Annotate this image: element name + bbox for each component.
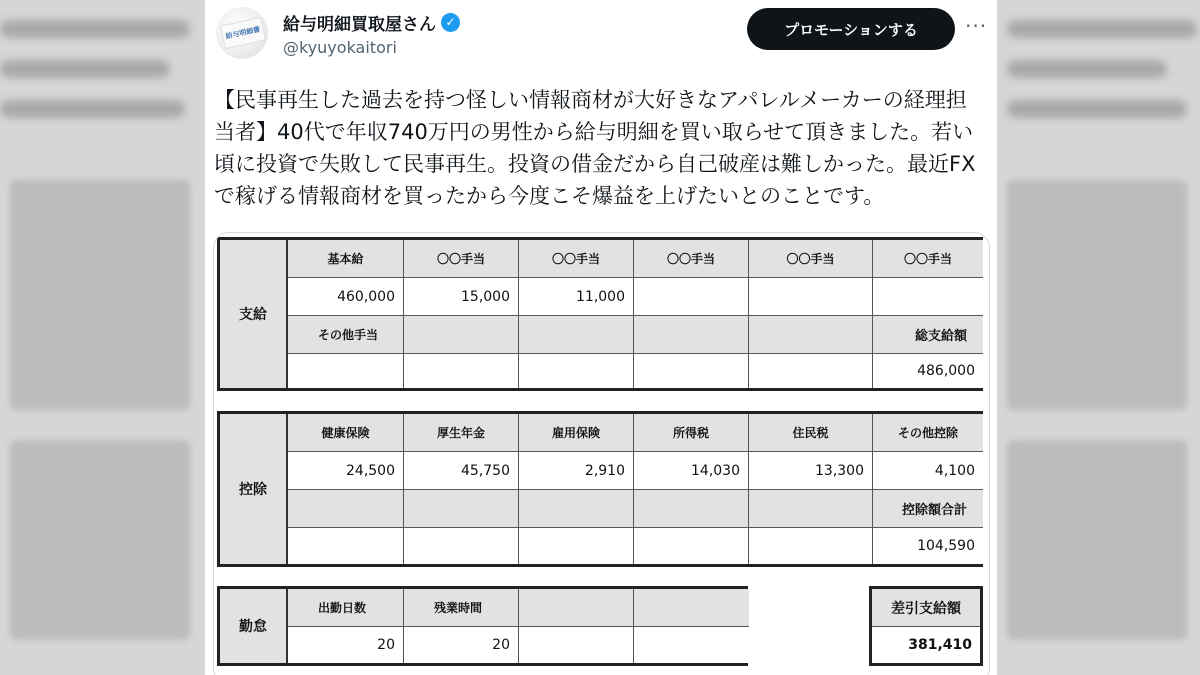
pay-header: 〇〇手当 — [404, 240, 519, 278]
net-pay-value: 381,410 — [872, 627, 980, 663]
gross-pay-label: 総支給額 — [873, 316, 983, 354]
empty-cell — [749, 316, 873, 354]
empty-cell — [288, 490, 404, 528]
empty-cell — [404, 354, 519, 388]
pay-value — [873, 278, 983, 316]
deduction-value: 2,910 — [519, 452, 634, 490]
empty-cell — [749, 354, 873, 388]
empty-cell — [634, 316, 749, 354]
deduction-section — [217, 411, 983, 567]
empty-cell — [288, 354, 404, 388]
pay-header: 基本給 — [288, 240, 404, 278]
avatar-image-text: 給与明細書 — [220, 17, 266, 49]
deduction-total-label: 控除額合計 — [873, 490, 983, 528]
deduction-value: 4,100 — [873, 452, 983, 490]
empty-cell — [634, 589, 749, 627]
deduction-value: 13,300 — [749, 452, 873, 490]
deduction-section-label: 控除 — [220, 414, 288, 564]
net-pay-label: 差引支給額 — [872, 589, 980, 627]
pay-header: 〇〇手当 — [634, 240, 749, 278]
pay-section-label: 支給 — [220, 240, 288, 388]
empty-cell — [404, 528, 519, 564]
deduction-header: その他控除 — [873, 414, 983, 452]
deduction-value: 14,030 — [634, 452, 749, 490]
avatar[interactable] — [216, 7, 268, 59]
empty-cell — [519, 589, 634, 627]
user-handle[interactable]: @kyuyokaitori — [283, 38, 397, 57]
attendance-section-label: 勤怠 — [220, 589, 288, 663]
deduction-value: 45,750 — [404, 452, 519, 490]
tweet-image[interactable] — [213, 232, 990, 675]
pay-value: 11,000 — [519, 278, 634, 316]
promote-button[interactable]: プロモーションする — [747, 8, 955, 50]
pay-value — [749, 278, 873, 316]
pay-header: 〇〇手当 — [519, 240, 634, 278]
empty-cell — [404, 490, 519, 528]
attendance-header: 出勤日数 — [288, 589, 404, 627]
display-name-text: 給与明細買取屋さん — [283, 15, 436, 35]
empty-cell — [519, 627, 634, 663]
verified-badge-icon: ✓ — [441, 13, 460, 32]
empty-cell — [634, 627, 749, 663]
display-name[interactable] — [283, 10, 460, 35]
net-pay-section — [869, 586, 983, 666]
tweet-text: 【民事再生した過去を持つ怪しい情報商材が大好きなアパレルメーカーの経理担当者】40代で年収740万円の男性から給与明細を買い取らせて頂きました。若い頃に投資で失敗して民事再生。投資の借金だから自己破産は難しかった。最近FXで稼げる情報商材を買ったから今度こそ爆益を上げたいとのことです。 — [214, 88, 976, 208]
tweet-card — [205, 0, 997, 675]
empty-cell — [634, 528, 749, 564]
empty-cell — [519, 316, 634, 354]
other-allowance-label: その他手当 — [288, 316, 404, 354]
deduction-header: 厚生年金 — [404, 414, 519, 452]
deduction-header: 健康保険 — [288, 414, 404, 452]
empty-cell — [634, 354, 749, 388]
empty-cell — [749, 490, 873, 528]
pay-value: 15,000 — [404, 278, 519, 316]
empty-cell — [519, 354, 634, 388]
background-left — [0, 0, 205, 675]
empty-cell — [288, 528, 404, 564]
attendance-value: 20 — [288, 627, 404, 663]
attendance-header: 残業時間 — [404, 589, 519, 627]
background-right — [997, 0, 1200, 675]
empty-cell — [519, 490, 634, 528]
pay-value — [634, 278, 749, 316]
deduction-header: 住民税 — [749, 414, 873, 452]
empty-cell — [519, 528, 634, 564]
pay-header: 〇〇手当 — [749, 240, 873, 278]
pay-value: 460,000 — [288, 278, 404, 316]
deduction-header: 雇用保険 — [519, 414, 634, 452]
pay-section — [217, 237, 983, 391]
attendance-section — [217, 586, 748, 666]
attendance-value: 20 — [404, 627, 519, 663]
empty-cell — [749, 528, 873, 564]
more-options-icon[interactable]: ··· — [965, 14, 988, 38]
empty-cell — [634, 490, 749, 528]
deduction-header: 所得税 — [634, 414, 749, 452]
empty-cell — [404, 316, 519, 354]
pay-header: 〇〇手当 — [873, 240, 983, 278]
deduction-total-value: 104,590 — [873, 528, 983, 564]
gross-pay-value: 486,000 — [873, 354, 983, 388]
deduction-value: 24,500 — [288, 452, 404, 490]
